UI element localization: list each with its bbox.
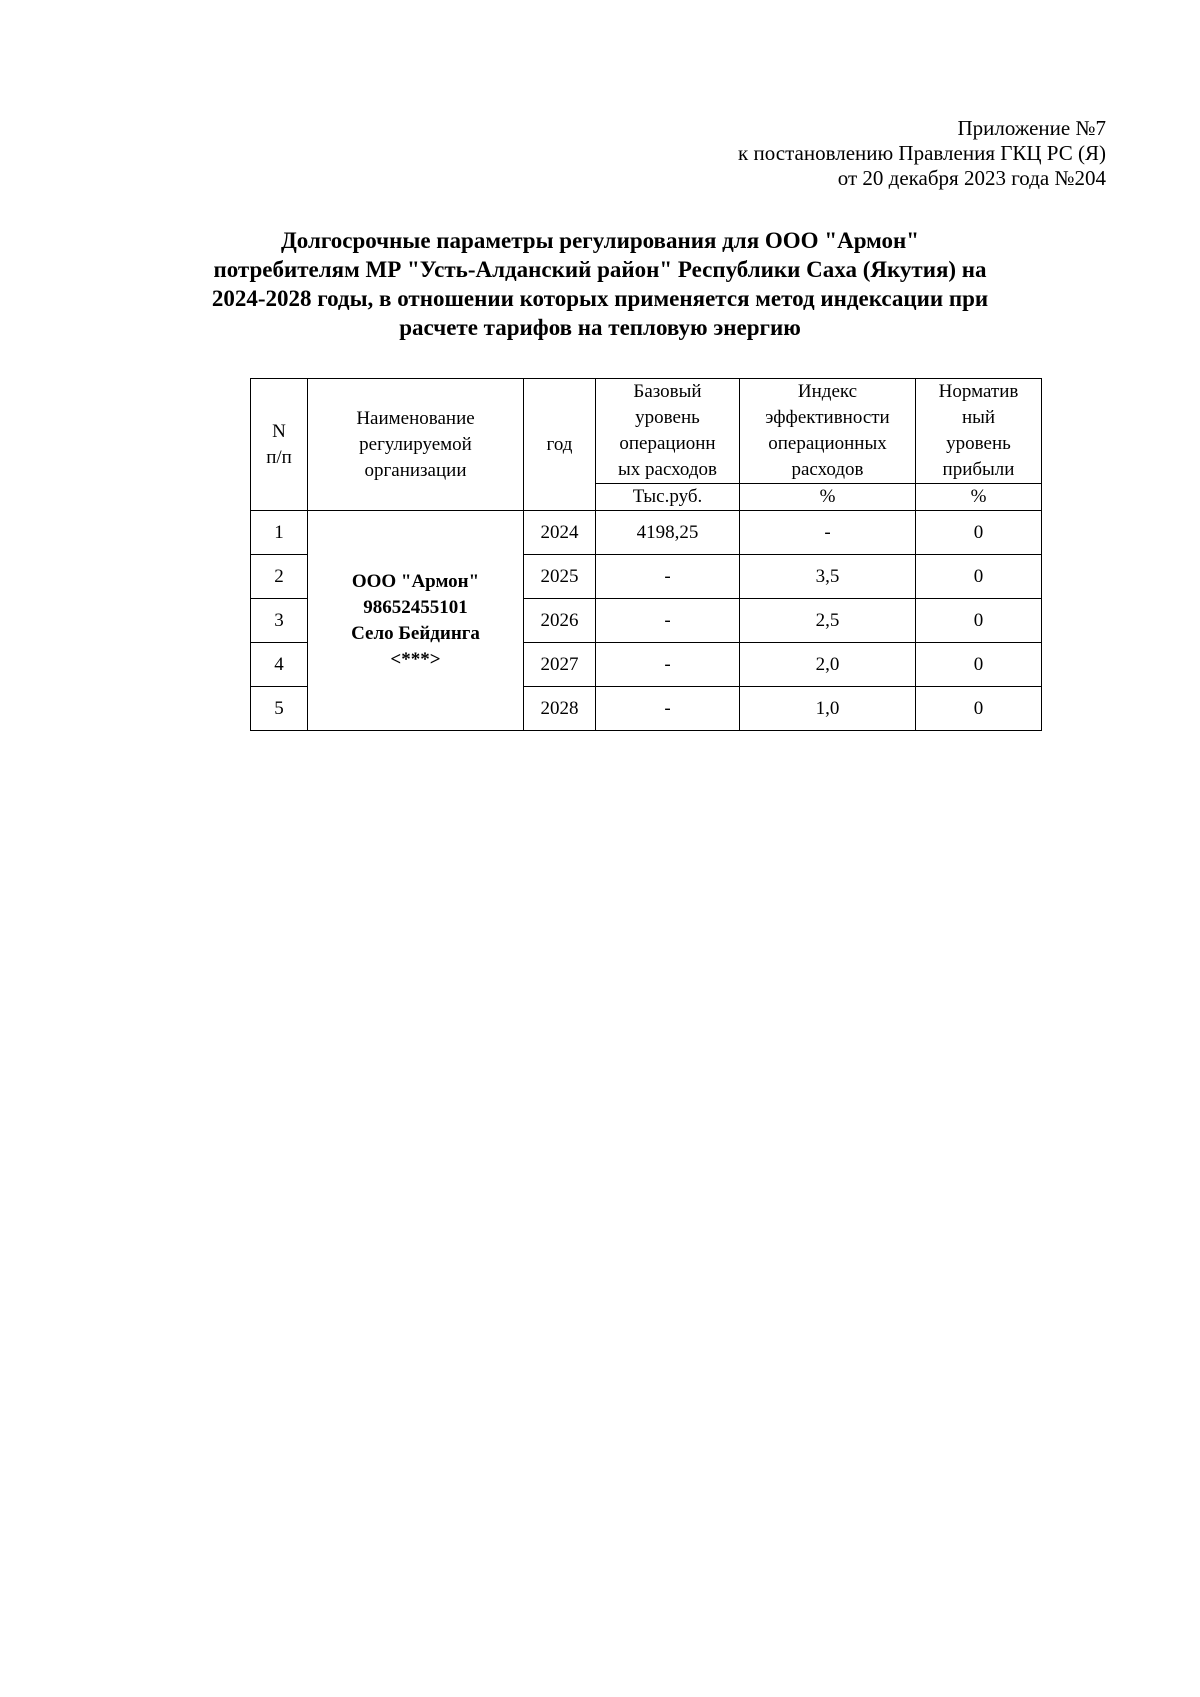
row-profit-level: 0 [916,687,1042,731]
row-base-level: - [596,599,740,643]
header-base-line: уровень [635,407,700,428]
header-number [251,379,308,511]
row-year: 2027 [524,643,596,687]
header-index-line: Индекс [797,381,858,402]
row-efficiency-index: 2,0 [740,643,916,687]
header-number-line: п/п [266,446,292,468]
header-organization-line: регулируемой [359,433,472,455]
appendix-block [738,116,1106,191]
row-profit-level: 0 [916,643,1042,687]
row-base-level: - [596,643,740,687]
header-base-line: ых расходов [618,459,717,480]
header-index-line: расходов [791,459,864,480]
organization-code: 98652455101 [363,596,468,618]
row-year: 2026 [524,599,596,643]
header-year: год [524,379,596,511]
parameters-table [250,378,1042,731]
header-profit-line: Норматив [938,381,1019,402]
header-number-line: N [272,420,286,442]
title-line: расчете тарифов на тепловую энергию [399,315,801,340]
row-base-level: - [596,555,740,599]
unit-base-level: Тыс.руб. [596,484,740,511]
table-row [251,511,1042,555]
header-organization [308,379,524,511]
row-number: 3 [251,599,308,643]
header-profit-line: уровень [946,433,1011,454]
header-index-line: эффективности [765,407,890,428]
row-number: 5 [251,687,308,731]
organization-note: <***> [390,648,441,670]
row-efficiency-index: 3,5 [740,555,916,599]
header-profit-line: прибыли [942,459,1015,480]
row-base-level: 4198,25 [596,511,740,555]
organization-cell [308,511,524,731]
row-profit-level: 0 [916,599,1042,643]
row-year: 2025 [524,555,596,599]
row-profit-level: 0 [916,555,1042,599]
row-number: 4 [251,643,308,687]
header-organization-line: организации [364,459,467,481]
header-organization-line: Наименование [356,407,475,429]
row-efficiency-index: 1,0 [740,687,916,731]
title-line: потребителям МР "Усть-Алданский район" Республики Саха (Якутия) на [213,257,987,282]
unit-profit-level: % [916,484,1042,511]
row-year: 2028 [524,687,596,731]
row-efficiency-index: - [740,511,916,555]
title-line: 2024-2028 годы, в отношении которых применяется метод индексации при [211,286,989,311]
organization-name: ООО "Армон" [351,570,480,592]
row-year: 2024 [524,511,596,555]
header-base-level [596,379,740,484]
header-profit-line: ный [961,407,996,428]
header-index-line: операционных [768,433,887,454]
row-number: 2 [251,555,308,599]
row-base-level: - [596,687,740,731]
row-profit-level: 0 [916,511,1042,555]
header-base-line: Базовый [633,381,702,402]
row-efficiency-index: 2,5 [740,599,916,643]
header-profit-level [916,379,1042,484]
table-header-row [251,379,1042,484]
appendix-date: от 20 декабря 2023 года №204 [837,166,1106,190]
header-efficiency-index [740,379,916,484]
unit-efficiency-index: % [740,484,916,511]
header-base-line: операционн [619,433,716,454]
organization-location: Село Бейдинга [351,622,480,644]
title-line: Долгосрочные параметры регулирования для ООО "Армон" [280,228,920,253]
document-title [150,226,1050,342]
row-number: 1 [251,511,308,555]
appendix-number: Приложение №7 [957,116,1106,140]
appendix-resolution: к постановлению Правления ГКЦ РС (Я) [738,141,1106,165]
